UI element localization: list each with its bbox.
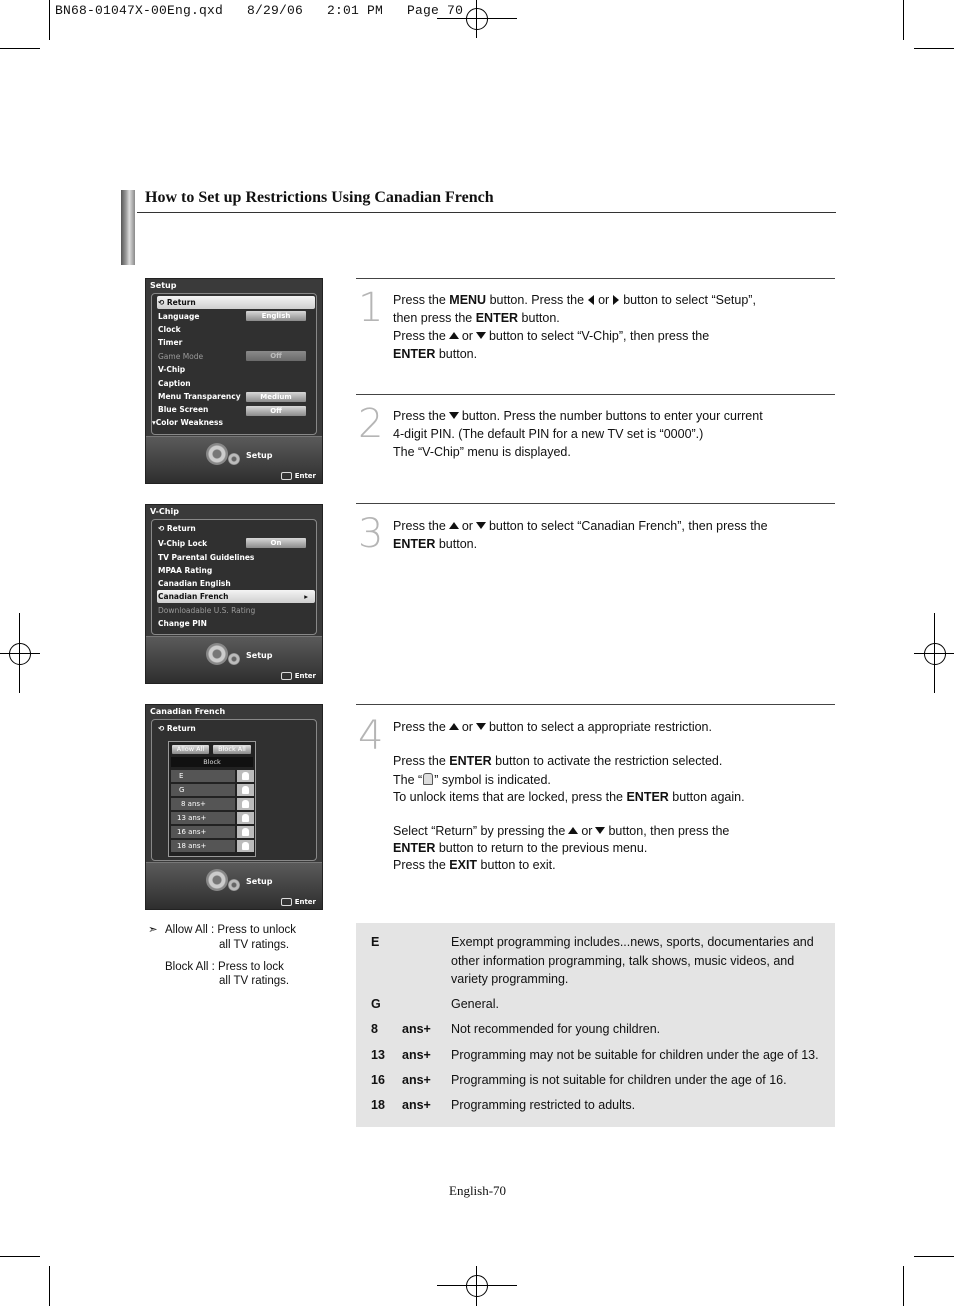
print-header: BN68-01047X-00Eng.qxd 8/29/06 2:01 PM Page 70 xyxy=(55,3,464,18)
menu-item-game-mode: Game Mode xyxy=(158,352,204,361)
down-arrow-icon xyxy=(476,723,486,730)
rating-code: 8 xyxy=(371,1022,378,1036)
menu-item-vchip-lock[interactable]: V-Chip Lock xyxy=(158,539,208,548)
menu-item-clock[interactable]: Clock xyxy=(158,325,181,334)
allow-all-button[interactable]: Allow All xyxy=(172,745,209,754)
menu-item-change-pin[interactable]: Change PIN xyxy=(158,619,207,628)
rating-desc: Programming may not be suitable for children under the age of 13. xyxy=(451,1048,819,1062)
footer-label: Setup xyxy=(246,877,273,886)
title-rule xyxy=(137,212,836,213)
menu-panel xyxy=(151,293,317,435)
rating-row-13[interactable]: 13 ans+ xyxy=(171,812,235,824)
lock-icon[interactable] xyxy=(237,826,254,838)
rating-desc: Not recommended for young children. xyxy=(451,1022,661,1036)
left-arrow-icon xyxy=(588,295,594,305)
enter-hint: Enter xyxy=(281,472,316,480)
step-3-text: Press the or button to select “Canadian French”, then press the ENTER button. xyxy=(393,519,768,551)
menu-item-mpaa-rating[interactable]: MPAA Rating xyxy=(158,566,213,575)
lock-icon[interactable] xyxy=(237,798,254,810)
crop-mark xyxy=(49,0,50,40)
rating-code: G xyxy=(371,997,381,1011)
step-divider xyxy=(356,394,835,395)
menu-item-return[interactable]: ⟲ Return xyxy=(158,298,196,307)
step-2-text: Press the button. Press the number buttons to enter your current 4-digit PIN. (The default PIN for a new TV set is “0000”.) The “V-Chip” menu is displayed. xyxy=(393,409,763,459)
menu-value-menu-transparency: Medium xyxy=(246,392,306,402)
rating-row-g[interactable]: G xyxy=(171,784,235,796)
menu-item-downloadable-rating: Downloadable U.S. Rating xyxy=(158,606,256,615)
lock-icon[interactable] xyxy=(237,840,254,852)
menu-item-return[interactable]: ⟲ Return xyxy=(158,724,196,733)
menu-value-language: English xyxy=(246,311,306,321)
step-divider xyxy=(356,278,835,279)
tv-screen-setup xyxy=(145,278,323,484)
note-block-all-cont: all TV ratings. xyxy=(219,975,290,987)
note-allow-all-cont: all TV ratings. xyxy=(219,939,290,951)
menu-value-game-mode: Off xyxy=(246,351,306,361)
chevron-down-icon: ▾ xyxy=(152,418,156,427)
crop-mark xyxy=(914,1256,954,1257)
gear-icon xyxy=(228,653,240,665)
title-accent-bar xyxy=(121,190,135,265)
tv-screen-canadian-french xyxy=(145,704,323,910)
rating-row-8[interactable]: 8 ans+ xyxy=(171,798,235,810)
right-arrow-icon xyxy=(613,295,619,305)
menu-item-tv-parental-guidelines[interactable]: TV Parental Guidelines xyxy=(158,553,255,562)
crop-mark xyxy=(49,1266,50,1306)
screen-footer xyxy=(146,436,322,483)
menu-value-blue-screen: Off xyxy=(246,406,306,416)
menu-item-canadian-english[interactable]: Canadian English xyxy=(158,579,231,588)
gear-icon xyxy=(206,443,228,465)
gear-icon xyxy=(206,869,228,891)
menu-panel xyxy=(151,519,317,635)
rating-row-e[interactable]: E xyxy=(171,770,235,782)
lock-icon[interactable] xyxy=(237,812,254,824)
menu-item-return[interactable]: ⟲ Return xyxy=(158,524,196,533)
enter-icon xyxy=(281,898,292,906)
step-number: 3 xyxy=(358,511,384,557)
return-icon: ⟲ xyxy=(158,298,167,307)
up-arrow-icon xyxy=(449,522,459,529)
step-1-text: Press the MENU button. Press the or button to select “Setup”, then press the ENTER button. Press the or button to select “V-Chip”, then press the ENTER button. xyxy=(393,293,756,361)
screen-header: V-Chip xyxy=(150,507,179,516)
rating-desc: Exempt programming includes...news, sports, documentaries and other information programming, talk shows, music videos, and variety programming. xyxy=(451,935,814,986)
rating-code: 18 xyxy=(371,1098,385,1112)
rating-code: 16 xyxy=(371,1073,385,1087)
block-all-button[interactable]: Block All xyxy=(213,745,251,754)
up-arrow-icon xyxy=(568,827,578,834)
note-arrow-icon: ➣ xyxy=(148,924,158,936)
return-icon: ⟲ xyxy=(158,524,167,533)
step-divider xyxy=(356,503,835,504)
crop-mark xyxy=(0,48,40,49)
screen-footer xyxy=(146,636,322,683)
menu-item-color-weakness[interactable]: ▾Color Weakness xyxy=(152,418,223,427)
section-title: How to Set up Restrictions Using Canadian French xyxy=(145,189,494,206)
step-divider xyxy=(356,704,835,705)
step-number: 1 xyxy=(358,285,384,331)
return-icon: ⟲ xyxy=(158,724,167,733)
rating-row-16[interactable]: 16 ans+ xyxy=(171,826,235,838)
screen-footer xyxy=(146,862,322,909)
rating-suffix: ans+ xyxy=(402,1022,431,1036)
enter-hint: Enter xyxy=(281,898,316,906)
note-allow-all: Allow All : Press to unlock xyxy=(165,924,297,936)
tv-screen-vchip xyxy=(145,504,323,684)
footer-label: Setup xyxy=(246,451,273,460)
gear-icon xyxy=(228,453,240,465)
up-arrow-icon xyxy=(449,332,459,339)
menu-item-menu-transparency[interactable]: Menu Transparency xyxy=(158,392,241,401)
rating-desc: General. xyxy=(451,997,499,1011)
enter-icon xyxy=(281,472,292,480)
page-number: English-70 xyxy=(449,1183,507,1198)
lock-icon xyxy=(423,773,433,785)
menu-value-vchip-lock: On xyxy=(246,538,306,548)
menu-item-timer[interactable]: Timer xyxy=(158,338,183,347)
menu-item-blue-screen[interactable]: Blue Screen xyxy=(158,405,209,414)
crop-mark xyxy=(914,48,954,49)
crop-mark xyxy=(0,1256,40,1257)
rating-code: E xyxy=(371,935,380,949)
menu-panel xyxy=(151,719,317,861)
screen-header: Setup xyxy=(150,281,177,290)
step-number: 4 xyxy=(358,713,384,759)
rating-row-18[interactable]: 18 ans+ xyxy=(171,840,235,852)
down-arrow-icon xyxy=(476,332,486,339)
note-block-all: Block All : Press to lock xyxy=(165,961,284,973)
rating-suffix: ans+ xyxy=(402,1073,431,1087)
step-4-text: Press the or button to select a appropriate restriction. Press the ENTER button to activate the restriction selected. The “ ” symbol is indicated. To unlock items that are locked, press the ENTER button again. Select “Return” by pressing the or button, then press the ENTER button to return to the previous menu. Press the EXIT button to exit. xyxy=(393,720,745,872)
step-number: 2 xyxy=(358,401,384,447)
crop-mark xyxy=(903,1266,904,1306)
chevron-right-icon: ▸ xyxy=(304,592,308,601)
down-arrow-icon xyxy=(449,412,459,419)
rating-desc: Programming restricted to adults. xyxy=(451,1098,636,1112)
restriction-table xyxy=(168,741,256,857)
enter-hint: Enter xyxy=(281,672,316,680)
rating-suffix: ans+ xyxy=(402,1048,431,1062)
enter-icon xyxy=(281,672,292,680)
menu-item-canadian-french[interactable]: Canadian French ▸ xyxy=(158,592,308,601)
rating-desc: Programming is not suitable for children under the age of 16. xyxy=(451,1073,787,1087)
rating-code: 13 xyxy=(371,1048,385,1062)
down-arrow-icon xyxy=(476,522,486,529)
down-arrow-icon xyxy=(595,827,605,834)
menu-item-language[interactable]: Language xyxy=(158,312,200,321)
screen-header: Canadian French xyxy=(150,707,226,716)
gear-icon xyxy=(228,879,240,891)
ratings-info-table xyxy=(356,923,835,1127)
menu-item-vchip[interactable]: V-Chip xyxy=(158,365,186,374)
menu-item-caption[interactable]: Caption xyxy=(158,379,191,388)
block-column-header: Block xyxy=(171,757,253,767)
up-arrow-icon xyxy=(449,723,459,730)
crop-mark xyxy=(903,0,904,40)
rating-suffix: ans+ xyxy=(402,1098,431,1112)
gear-icon xyxy=(206,643,228,665)
lock-icon[interactable] xyxy=(237,770,254,782)
lock-icon[interactable] xyxy=(237,784,254,796)
footer-label: Setup xyxy=(246,651,273,660)
